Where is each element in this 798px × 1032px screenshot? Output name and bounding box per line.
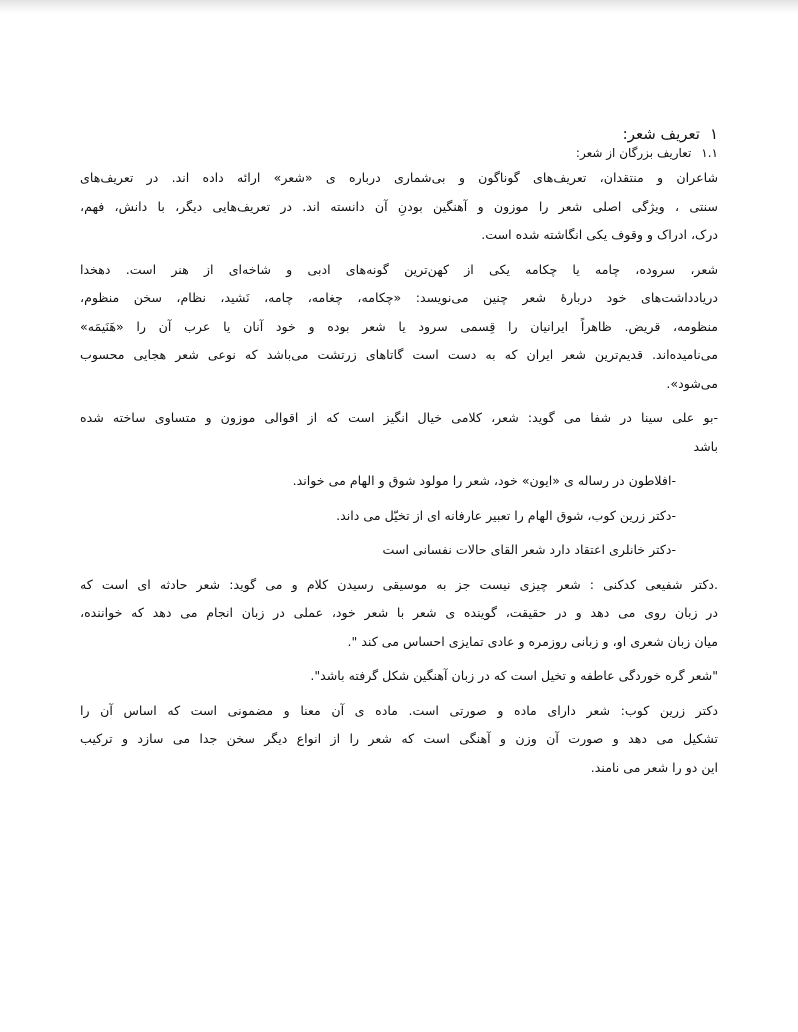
paragraph-line: شعر، سروده، چامه یا چکامه یکی از کهن‌ترین گونه‌های ادبی و شاخه‌ای از هنر است. دهخدا (80, 261, 718, 277)
paragraph-line: این دو را شعر می نامند. (590, 759, 718, 775)
paragraph-7 (80, 571, 718, 657)
subsection-number: ۱.۱ (701, 146, 718, 160)
subsection-title: تعاریف بزرگان از شعر: (575, 146, 692, 160)
paragraph-line: -دکتر خانلری اعتقاد دارد شعر القای حالات نفسانی است (382, 542, 676, 557)
subsection-heading (80, 144, 718, 162)
paragraph-2 (80, 256, 718, 399)
paragraph-line: -بو علی سینا در شفا می گوید: شعر، کلامی خیال انگیز است که از اقوالی موزون و متساوی ساخته شده (80, 410, 718, 425)
paragraph-line: شاعران و منتقدان، تعریف‌های گوناگون و بی‌شماری درباره ی «شعر» ارائه داده اند. در تعریف‌های (80, 170, 718, 185)
paragraph-8 (80, 662, 718, 691)
viewer-top-shadow (0, 0, 798, 14)
section-number: ۱ (709, 125, 718, 143)
paragraph-line: می‌نامیده‌اند. قدیم‌ترین شعر ایران که به دست است گاتاهای زرتشت می‌باشد که نوعی شعر هجایی محسوب (80, 347, 718, 362)
paragraph-9 (80, 697, 718, 783)
section-title: تعریف شعر: (622, 125, 700, 143)
paragraph-line: دریادداشت‌های خود دربارهٔ شعر چنین می‌نویسد: «چکامه، چغامه، چامه، نَشید، نظام، سخن منظوم، (80, 290, 718, 305)
paragraph-line: میان زبان شعری او، و زبانی روزمره و عادی تمایزی احساس می کند ". (347, 633, 718, 649)
document-page (80, 124, 718, 788)
paragraph-line: .دکتر شفیعی کدکنی : شعر چیزی نیست جز به موسیقی رسیدن کلام و می گوید: شعر حادثه ای است که (80, 576, 718, 592)
paragraph-line: در زبان روی می دهد و در حقیقت، گوینده ی شعر با شعر خود، عملی در زبان انجام می دهد که خواننده، (80, 605, 718, 620)
paragraph-line: دکتر زرین کوب: شعر دارای ماده و صورتی است. ماده ی آن معنا و مضمونی است که اساس آن را (80, 702, 718, 718)
paragraph-line: سنتی ، ویژگی اصلی شعر را موزون و آهنگین بودنِ آن دانسته اند. در تعریف‌هایی دیگر، با دانش، فهم، (80, 198, 718, 214)
paragraph-line: -افلاطون در رساله ی «ایون» خود، شعر را مولود شوق و الهام می خواند. (292, 473, 676, 488)
section-heading (80, 124, 718, 144)
paragraph-line: منظومه، قریض. ظاهراً ایرانیان را قِسمی سرود یا شعر بوده و خود آنان یا عرب آن را «هَنَیمَه» (80, 318, 718, 334)
paragraph-line: "شعر گره خوردگی عاطفه و تخیل است که در زبان آهنگین شکل گرفته باشد". (310, 668, 718, 683)
paragraph-line: تشکیل می دهد و صورت آن وزن و آهنگی است که شعر را از انواع دیگر سخن جدا می سازد و ترکیب (80, 731, 718, 746)
paragraph-4 (80, 467, 718, 496)
paragraph-3 (80, 404, 718, 461)
paragraph-line: می‌شود». (666, 375, 718, 391)
paragraph-line: باشد (693, 438, 718, 454)
paragraph-1 (80, 164, 718, 250)
paragraph-line: -دکتر زرین کوب، شوق الهام را تعبیر عارفانه ای از تخیّل می داند. (336, 507, 676, 523)
paragraph-line: درک، ادراک و وقوف یکی انگاشته شده است. (481, 227, 718, 242)
paragraph-6 (80, 536, 718, 565)
paragraph-5 (80, 502, 718, 531)
